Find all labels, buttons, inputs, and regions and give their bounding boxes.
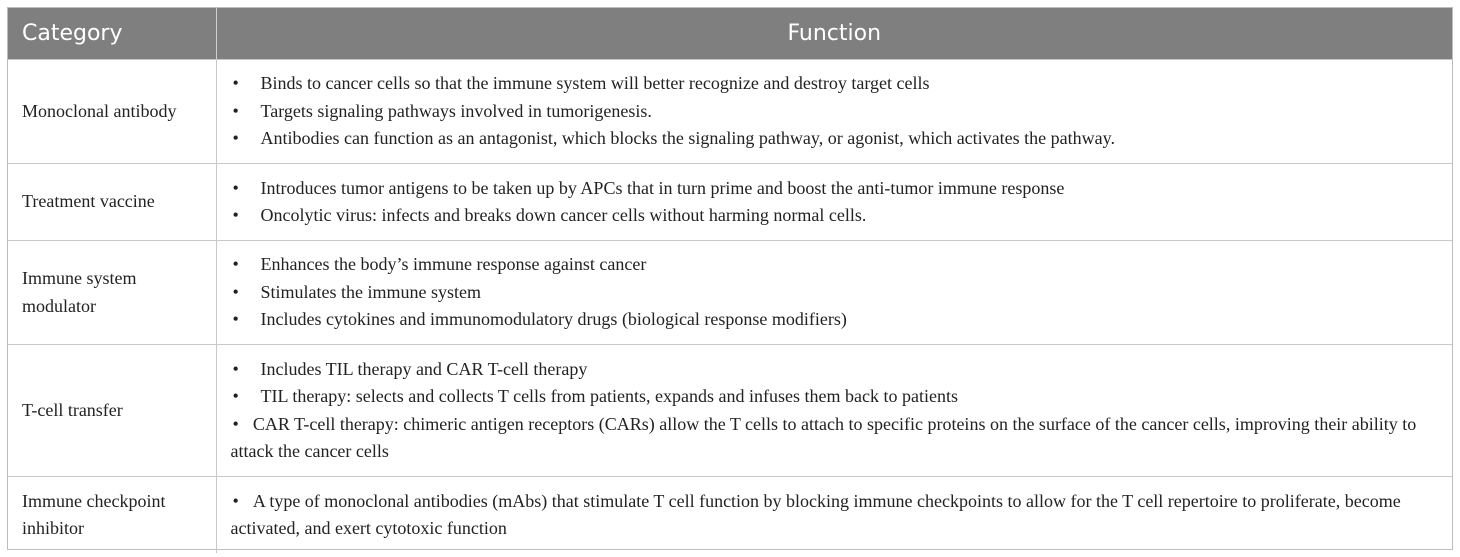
category-cell: Immune checkpoint inhibitor xyxy=(8,477,216,554)
list-item xyxy=(231,356,1441,384)
bullet-icon: • xyxy=(232,100,239,121)
category-cell: Monoclonal antibody xyxy=(8,60,216,164)
category-cell: Treatment vaccine xyxy=(8,164,216,241)
function-cell xyxy=(216,164,1452,241)
list-item xyxy=(231,98,1441,126)
list-item-text: Oncolytic virus: infects and breaks down cancer cells without harming normal cells. xyxy=(260,205,867,225)
list-item xyxy=(231,125,1441,153)
category-cell: T-cell transfer xyxy=(8,345,216,477)
bullet-icon: • xyxy=(232,205,239,225)
bullet-icon: • xyxy=(232,254,239,275)
table-row xyxy=(8,60,1452,164)
immunotherapy-table xyxy=(8,8,1452,553)
list-item xyxy=(231,411,1441,466)
list-item xyxy=(231,306,1441,334)
table-header-row xyxy=(8,8,1452,60)
bullet-icon: • xyxy=(232,281,239,302)
table-row xyxy=(8,241,1452,345)
list-item-text: Includes TIL therapy and CAR T-cell therapy xyxy=(260,358,588,379)
bullet-icon: • xyxy=(232,128,239,149)
function-cell xyxy=(216,60,1452,164)
list-item-text: CAR T-cell therapy: chimeric antigen receptors (CARs) allow the T cells to attach to specific proteins on the surface of the cancer cells, improving their ability to attack the cancer cells xyxy=(230,413,1417,461)
list-item-text: Antibodies can function as an antagonist, which blocks the signaling pathway, or agonist, which activates the pathway. xyxy=(260,128,1115,149)
column-header-function: Function xyxy=(216,8,1452,60)
table-row xyxy=(8,477,1452,554)
list-item-text: Targets signaling pathways involved in tumorigenesis. xyxy=(260,100,652,121)
list-item-text: TIL therapy: selects and collects T cells from patients, expands and infuses them back to patients xyxy=(260,386,958,406)
list-item-text: A type of monoclonal antibodies (mAbs) that stimulate T cell function by blocking immune checkpoints to allow for the T cell repertoire to proliferate, become activated, and exert cytotoxic function xyxy=(230,490,1401,538)
column-header-category: Category xyxy=(8,8,216,60)
table-row xyxy=(8,345,1452,477)
function-cell xyxy=(216,477,1452,554)
list-item xyxy=(231,70,1441,98)
list-item-text: Introduces tumor antigens to be taken up by APCs that in turn prime and boost the anti-tumor immune response xyxy=(260,177,1065,198)
category-cell: Immune system modulator xyxy=(8,241,216,345)
list-item xyxy=(231,175,1441,203)
list-item xyxy=(231,279,1441,307)
list-item xyxy=(231,202,1441,230)
list-item-text: Stimulates the immune system xyxy=(260,281,481,302)
bullet-icon: • xyxy=(232,358,239,379)
table-row xyxy=(8,164,1452,241)
list-item-text: Enhances the body’s immune response against cancer xyxy=(260,254,647,275)
bullet-icon: • xyxy=(232,309,239,330)
list-item xyxy=(231,383,1441,411)
list-item-text: Includes cytokines and immunomodulatory drugs (biological response modifiers) xyxy=(260,309,847,330)
list-item-text: Binds to cancer cells so that the immune system will better recognize and destroy target cells xyxy=(260,73,930,94)
function-cell xyxy=(216,241,1452,345)
bullet-icon: • xyxy=(232,73,239,94)
bullet-icon: • xyxy=(232,177,239,198)
list-item xyxy=(231,488,1441,543)
list-item xyxy=(231,251,1441,279)
function-cell xyxy=(216,345,1452,477)
bullet-icon: • xyxy=(232,490,239,511)
bullet-icon: • xyxy=(232,413,239,434)
immunotherapy-table-frame xyxy=(7,7,1453,550)
bullet-icon: • xyxy=(232,386,239,406)
